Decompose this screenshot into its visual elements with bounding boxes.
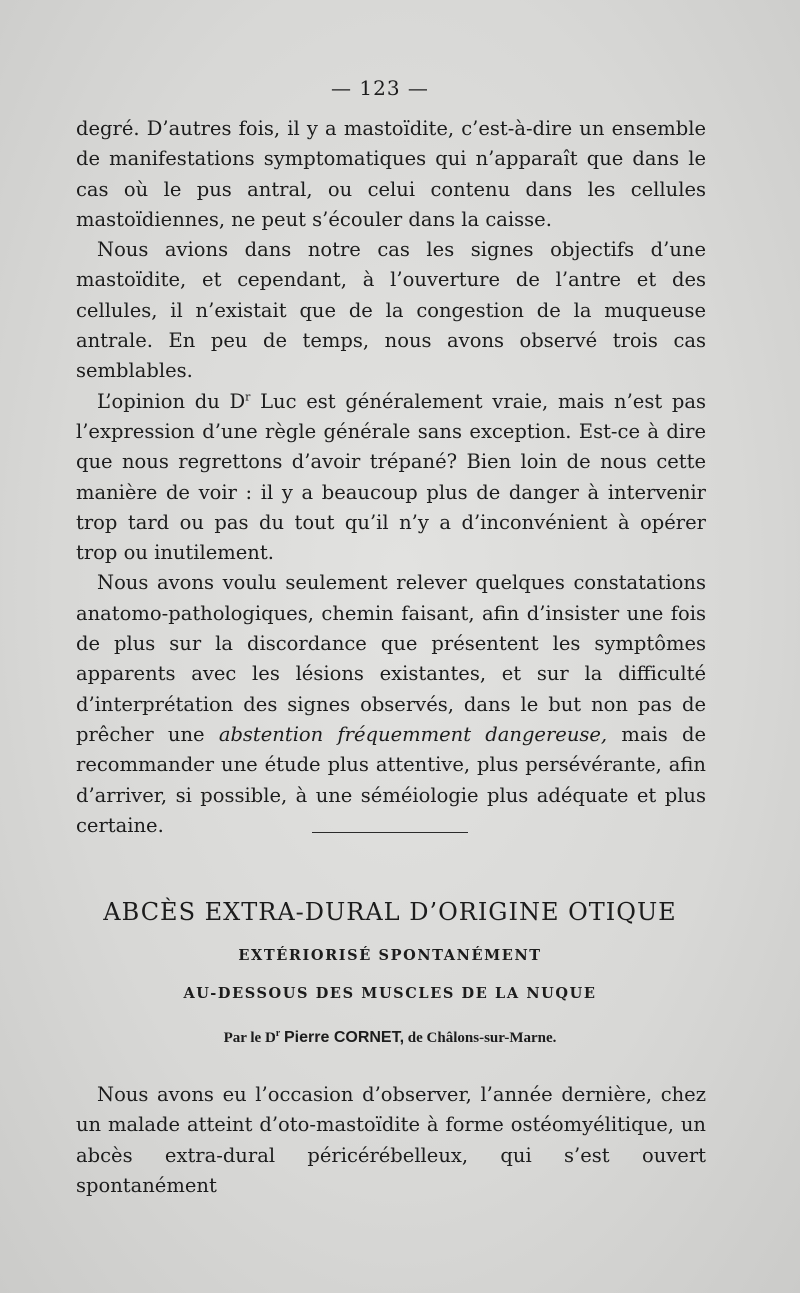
article-subtitle: EXTÉRIORISÉ SPONTANÉMENT (238, 947, 542, 964)
author-name: Pierre CORNET, (284, 1029, 405, 1046)
byline-prefix: Par le D (223, 1030, 276, 1046)
italic-phrase: abstention fréquemment dangereuse, (218, 722, 608, 746)
paragraph: degré. D’autres fois, il y a mastoïdite, c’est-à-dire un ensemble de manifestations symptomatiques qui n’apparaît que dans le cas où le pus antral, ou celui contenu dans les cellules mastoïdiennes, ne peut s’écouler dans la caisse. (76, 117, 706, 231)
paragraph-text: Luc est généralement vraie, mais n’est pas l’expression d’une règle générale sans exception. Est-ce à dire que nous regrettons d’avoir trépané? Bien loin de nous cette manière de voir : il y a beaucoup plus de danger à intervenir trop tard ou pas du tout qu’il n’y a d’inconvénient à opérer trop ou inutilement. (76, 389, 706, 565)
article-text (76, 1080, 706, 1201)
section-divider (312, 832, 468, 833)
paragraph: Nous avons eu l’occasion d’observer, l’année dernière, chez un malade atteint d’oto-mastoïdite à forme ostéomyélitique, un abcès extra-dural péricérébelleux, qui s’est ouvert spontanément (76, 1083, 706, 1197)
paragraph: Nous avions dans notre cas les signes objectifs d’une mastoïdite, et cependant, à l’ouverture de l’antre et des cellules, il n’existait que de la congestion de la muqueuse antrale. En peu de temps, nous avons observé trois cas semblables. (76, 238, 706, 383)
article-subtitle: AU-DESSOUS DES MUSCLES DE LA NUQUE (183, 985, 597, 1002)
paragraph-text: Nous avons voulu seulement relever quelques constatations anatomo-pathologiques, chemin faisant, afin d’insister une fois de plus sur la discordance que présentent les symptômes apparents avec les lésions existantes, et sur la difficulté d’interprétation des signes observés, dans le but non pas de prêcher une (76, 571, 706, 746)
byline-suffix: de Châlons-sur-Marne. (407, 1030, 557, 1046)
superscript: r (245, 390, 251, 404)
paragraph-text: mais de recommander une étude plus attentive, plus persévérante, afin d’arriver, si possible, à une séméiologie plus adéquate et plus certaine. (76, 722, 706, 837)
author-byline (0, 1029, 780, 1047)
paragraph (76, 568, 706, 841)
paragraph (76, 387, 706, 569)
paragraph-text: L’opinion du D (97, 389, 246, 413)
page-number: — 123 — (331, 76, 429, 100)
superscript: r (275, 1028, 281, 1039)
article-title: ABCÈS EXTRA-DURAL D’ORIGINE OTIQUE (103, 898, 677, 926)
previous-article-text (76, 114, 706, 841)
